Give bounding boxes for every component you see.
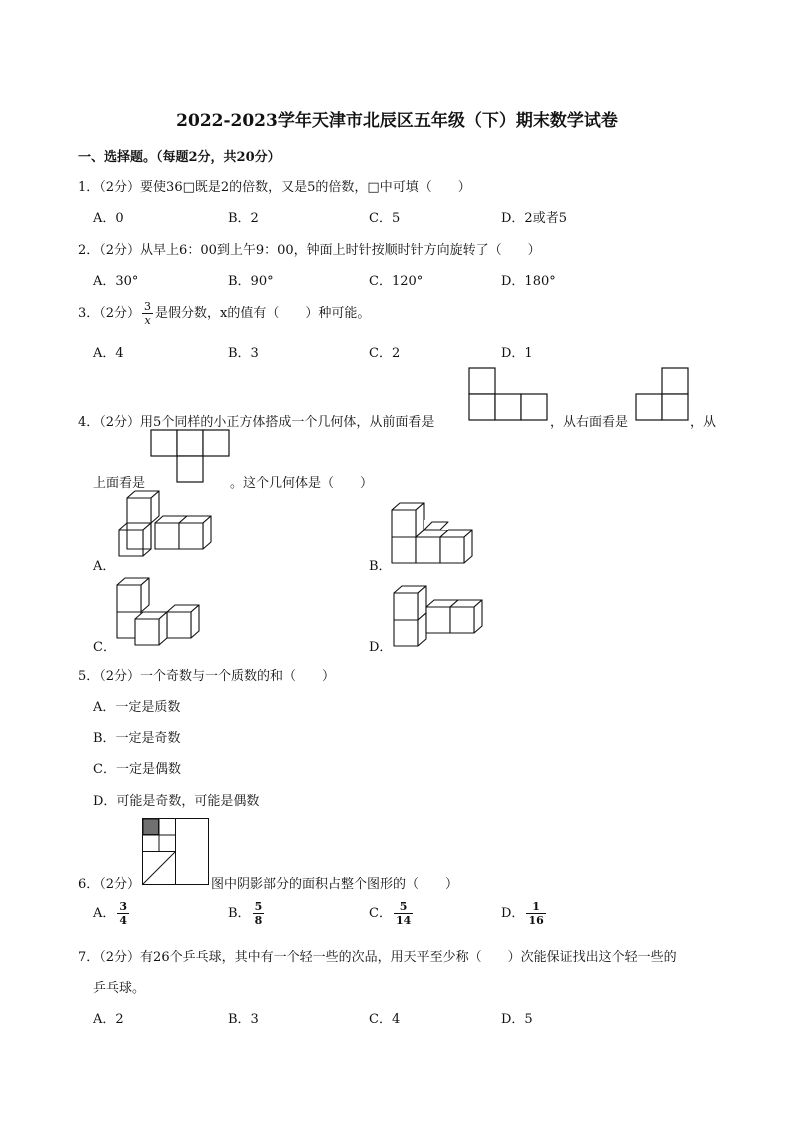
q3-option-d: D．1	[501, 346, 533, 361]
q6-option-d	[501, 901, 548, 926]
q7-line2: 乒乓球。	[93, 981, 146, 996]
q6-option-b	[228, 901, 266, 926]
q4-option-d-figure	[392, 583, 492, 648]
q6-option-b-label: B．	[228, 906, 251, 921]
q6-option-b-denominator: 8	[254, 914, 263, 927]
q3-fraction-numerator: 3	[144, 300, 152, 313]
q3-prefix: 3．（2分）	[78, 306, 141, 321]
q6-option-c-denominator: 14	[395, 914, 412, 927]
q6-option-d-fraction	[526, 901, 545, 926]
q4-option-b-figure	[390, 500, 490, 570]
q4-option-c: C．	[93, 640, 116, 655]
q6-option-b-numerator: 5	[254, 900, 263, 913]
question-2-text: 2．（2分）从早上6：00到上午9：00，钟面上时针按顺时针方向旋转了（ ）	[78, 243, 541, 258]
q7-line1: 7．（2分）有26个乒乓球，其中有一个轻一些的次品，用天平至少称（ ）次能保证找出这个轻一些的	[78, 950, 677, 965]
q4-line1-part3: ，从	[690, 415, 717, 430]
q4-option-d: D．	[369, 640, 393, 655]
q6-option-d-label: D．	[501, 906, 525, 921]
q7-option-c: C．4	[369, 1012, 401, 1027]
q7-option-a: A．2	[93, 1012, 124, 1027]
q4-front-view-figure	[468, 367, 550, 421]
q6-suffix: 图中阴影部分的面积占整个图形的（ ）	[211, 877, 459, 892]
q6-option-a-label: A．	[93, 906, 116, 921]
q4-option-b: B．	[369, 559, 392, 574]
q6-option-c-label: C．	[369, 906, 392, 921]
q3-option-c: C．2	[369, 346, 401, 361]
q2-option-c: C．120°	[369, 274, 424, 289]
q4-top-view-figure	[150, 429, 232, 485]
q6-shaded-square	[143, 819, 159, 835]
q4-line1-part1: 4．（2分）用5个同样的小正方体搭成一个几何体，从前面看是	[78, 415, 435, 430]
q1-option-d: D．2或者5	[501, 211, 567, 226]
q2-option-a: A．30°	[93, 274, 139, 289]
q1-option-b: B．2	[228, 211, 259, 226]
q2-option-b: B．90°	[228, 274, 274, 289]
q6-option-a-numerator: 3	[119, 900, 128, 913]
question-5-text: 5．（2分）一个奇数与一个质数的和（ ）	[78, 669, 336, 684]
q5-option-d: D．可能是奇数，可能是偶数	[93, 794, 260, 809]
q4-line2-part1: 上面看是	[93, 476, 146, 491]
q6-prefix: 6．（2分）	[78, 877, 141, 892]
q4-option-a: A．	[93, 559, 116, 574]
question-3-text	[78, 301, 370, 326]
q6-option-c-fraction	[394, 901, 413, 926]
q4-line1-part2: ，从右面看是	[550, 415, 629, 430]
q6-option-a-denominator: 4	[119, 914, 128, 927]
q6-option-d-denominator: 16	[528, 914, 544, 927]
question-1-text: 1．（2分）要使36□既是2的倍数，又是5的倍数，□中可填（ ）	[78, 180, 471, 195]
q4-option-c-figure	[115, 575, 215, 650]
q7-option-b: B．3	[228, 1012, 259, 1027]
q6-option-c-numerator: 5	[394, 901, 413, 914]
q7-option-d: D．5	[501, 1012, 533, 1027]
q4-right-view-figure	[635, 367, 691, 421]
q6-option-a	[93, 901, 131, 926]
q3-suffix: 是假分数，x的值有（ ）种可能。	[155, 306, 371, 321]
q6-option-d-numerator: 1	[526, 901, 545, 914]
q5-option-a: A．一定是质数	[93, 700, 181, 715]
q3-option-a: A．4	[93, 346, 124, 361]
q5-option-c: C．一定是偶数	[93, 762, 181, 777]
q4-option-a-figure	[115, 490, 225, 570]
page-title: 2022-2023学年天津市北辰区五年级（下）期末数学试卷	[176, 111, 618, 131]
q6-option-b-fraction	[253, 901, 265, 926]
q3-option-b: B．3	[228, 346, 259, 361]
q6-option-a-fraction	[117, 901, 129, 926]
q6-square-figure	[142, 818, 210, 886]
q3-fraction-denominator: x	[144, 314, 151, 327]
section-heading-choice: 一、选择题。（每题2分，共20分）	[78, 150, 281, 165]
q1-option-a: A．0	[93, 211, 124, 226]
q1-option-c: C．5	[369, 211, 401, 226]
q5-option-b: B．一定是奇数	[93, 731, 181, 746]
q2-option-d: D．180°	[501, 274, 556, 289]
q4-line2-part2: 。这个几何体是（ ）	[230, 476, 374, 491]
q3-fraction	[142, 301, 153, 326]
q6-option-c	[369, 901, 415, 926]
